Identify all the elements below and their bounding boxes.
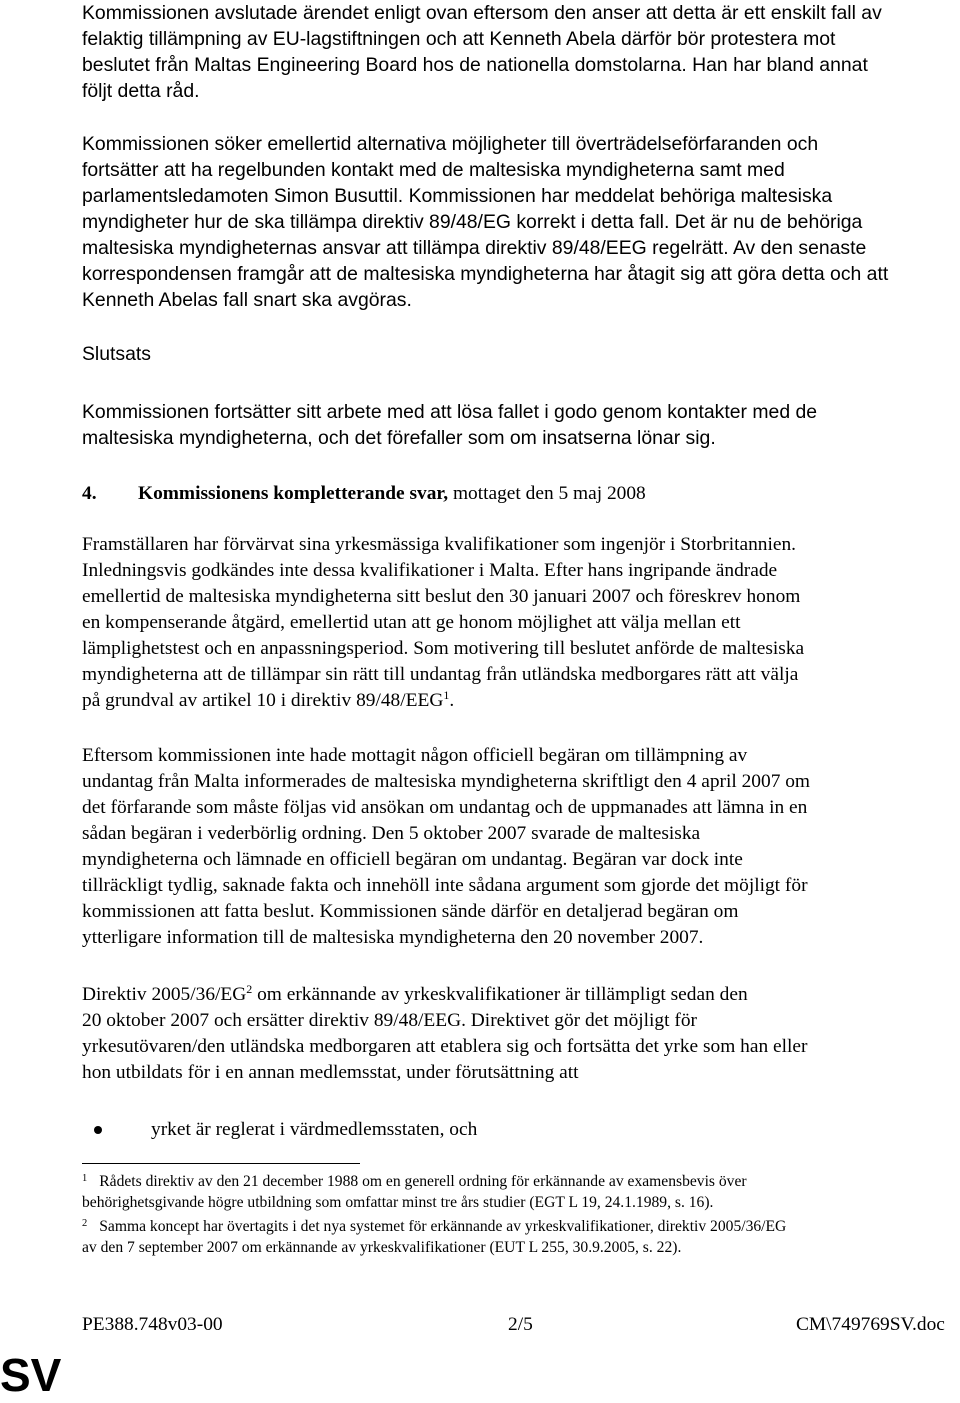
footnote-text: behörighetsgivande högre utbildning som omfattar minst tre års studier (EGT L 19, 24.1.1989, s. 16). xyxy=(82,1193,714,1211)
text-line: tillräckligt tydlig, saknade fakta och innehöll inte sådana argument som gjorde det möjligt för xyxy=(82,875,808,896)
text-line: Framställaren har förvärvat sina yrkesmässiga kvalifikationer som ingenjör i Storbritannien. xyxy=(82,534,797,555)
section-title: Kommissionens kompletterande svar, xyxy=(138,483,449,504)
text-line: det förfarande som måste följas vid ansökan om undantag och de uppmanades att lämna in en xyxy=(82,797,808,818)
text-line: myndigheterna att de tillämpar sin rätt till undantag från utländska medborgares rätt att välja xyxy=(82,664,799,685)
bullet-item xyxy=(151,1117,951,1143)
text-line: Kommissionen avslutade ärendet enligt ovan eftersom den anser att detta är ett enskilt fall av xyxy=(82,2,882,24)
text-line: Kenneth Abelas fall snart ska avgöras. xyxy=(82,289,412,311)
section-number: 4. xyxy=(82,483,97,504)
text-line: lämplighetstest och en anpassningsperiod. Som motivering till beslutet anförde de maltesiska xyxy=(82,638,805,659)
text-line: parlamentsledamoten Simon Busuttil. Kommissionen har meddelat behöriga maltesiska xyxy=(82,185,833,207)
footer-doc-ref: PE388.748v03-00 xyxy=(82,1314,223,1335)
text-line: beslutet från Maltas Engineering Board hos de nationella domstolarna. Han har bland annat xyxy=(82,54,868,76)
text-line: emellertid de maltesiska myndigheterna sitt beslut den 30 januari 2007 och föreskrev honom xyxy=(82,586,801,607)
bullet-icon xyxy=(94,1126,102,1134)
text-line: en kompenserande åtgärd, emellertid utan att ge honom möjlighet att välja mellan ett xyxy=(82,612,741,633)
text-line: hon utbildats för i en annan medlemsstat, under förutsättning att xyxy=(82,1062,579,1083)
text-line: 20 oktober 2007 och ersätter direktiv 89/48/EEG. Direktivet gör det möjligt för xyxy=(82,1010,697,1031)
text-line: yrkesutövaren/den utländska medborgaren att etablera sig och fortsätta det yrke som han eller xyxy=(82,1036,808,1057)
text-line: kommissionen att fatta beslut. Kommissionen sände därför en detaljerad begäran om xyxy=(82,901,739,922)
bullet-text: yrket är reglerat i värdmedlemsstaten, och xyxy=(151,1119,478,1140)
text-line: Kommissionen söker emellertid alternativa möjligheter till överträdelseförfaranden och xyxy=(82,133,819,155)
footnote-number: 1 xyxy=(82,1173,88,1184)
paragraph-conclusion xyxy=(82,399,960,451)
text-line: Inledningsvis godkändes inte dessa kvalifikationer i Malta. Efter hans ingripande ändrade xyxy=(82,560,778,581)
paragraph-closure xyxy=(82,0,960,104)
footnote-separator xyxy=(82,1163,360,1164)
text-line: korrespondensen framgår att de maltesiska myndigheterna har åtagit sig att göra detta och att xyxy=(82,263,889,285)
text-line: på grundval av artikel 10 i direktiv 89/48/EEG xyxy=(82,690,444,711)
footnote-ref-1[interactable]: 1 xyxy=(443,688,450,702)
text-line: följt detta råd. xyxy=(82,80,200,102)
footnote-text: Rådets direktiv av den 21 december 1988 om en generell ordning för erkännande av examensbevis över xyxy=(99,1173,747,1190)
footnote-text: Samma koncept har övertagits i det nya systemet för erkännande av yrkeskvalifikationer, direktiv 2005/36/EG xyxy=(99,1218,787,1235)
footnote-2 xyxy=(82,1217,960,1258)
footnote-1 xyxy=(82,1172,960,1213)
text-line: Eftersom kommissionen inte hade mottagit någon officiell begäran om tillämpning av xyxy=(82,745,748,766)
footnote-text: av den 7 september 2007 om erkännande av yrkeskvalifikationer (EUT L 255, 30.9.2005, s. 22). xyxy=(82,1238,682,1256)
text-line: sådan begäran i vederbörlig ordning. Den 5 oktober 2007 svarade de maltesiska xyxy=(82,823,701,844)
text-line: Kommissionen fortsätter sitt arbete med att lösa fallet i godo genom kontakter med de xyxy=(82,401,818,423)
text-line: myndigheterna och lämnade en officiell begäran om undantag. Begäran var dock inte xyxy=(82,849,743,870)
paragraph-directive: Direktiv $2005/36/EG^2$ om erkännande av yrkeskvalifikationer är tillämpligt sedan den 20 oktober 2007 och ersätter direktiv 89/48/EEG. Direktivet gör det möjligt för yrkesutövaren/den utländska medborgaren att etablera sig och fortsätta det yrke som han eller hon utbildats för i en annan medlemsstat, under förutsättning att xyxy=(82,982,960,1086)
text-line: myndigheter hur de ska tillämpa direktiv 89/48/EG korrekt i detta fall. Det är nu de behöriga xyxy=(82,211,863,233)
text-line: fortsätter att ha regelbunden kontakt med de maltesiska myndigheterna samt med xyxy=(82,159,785,181)
text-line: maltesiska myndigheterna, och det förefaller som om insatserna lönar sig. xyxy=(82,427,716,449)
footnote-ref-2[interactable]: 2 xyxy=(246,982,253,996)
section-title-rest: mottaget den 5 maj 2008 xyxy=(448,483,646,504)
footer-filename: CM\749769SV.doc xyxy=(796,1314,945,1335)
text-line: ytterligare information till de maltesiska myndigheterna den 20 november 2007. xyxy=(82,927,704,948)
heading-text: Slutsats xyxy=(82,343,151,365)
section-4-heading xyxy=(82,481,960,507)
slutsats-heading xyxy=(82,341,960,367)
text-line: maltesiska myndigheternas ansvar att tillämpa direktiv 89/48/EEG regelrätt. Av den senaste xyxy=(82,237,867,259)
text-line: Direktiv 2005/36/EG xyxy=(82,984,247,1005)
text-line: felaktig tillämpning av EU-lagstiftningen och att Kenneth Abela därför bör protestera mot xyxy=(82,28,836,50)
paragraph-exemption xyxy=(82,743,960,951)
paragraph-alternatives xyxy=(82,131,960,313)
language-code: SV xyxy=(0,1349,62,1401)
paragraph-qualifications: Framställaren har förvärvat sina yrkesmässiga kvalifikationer som ingenjör i Storbritannien. Inledningsvis godkändes inte dessa kvalifikationer i Malta. Efter hans ingripande ändrade emellertid de maltesiska myndigheterna sitt beslut den 30 januari 2007 och föreskrev honom en kompenserande åtgärd, emellertid utan att ge honom möjlighet att välja mellan ett lämplighetstest och en anpassningsperiod. Som motivering till beslutet anförde de maltesiska myndigheterna att de tillämpar sin rätt till undantag från utländska medborgares rätt att välja på grundval av artikel 10 i direktiv 89/48/EEG$^1$. xyxy=(82,532,960,714)
footer-page-number: 2/5 xyxy=(508,1314,533,1335)
footnote-number: 2 xyxy=(82,1218,88,1229)
text-line: undantag från Malta informerades de maltesiska myndigheterna skriftligt den 4 april 2007 om xyxy=(82,771,811,792)
